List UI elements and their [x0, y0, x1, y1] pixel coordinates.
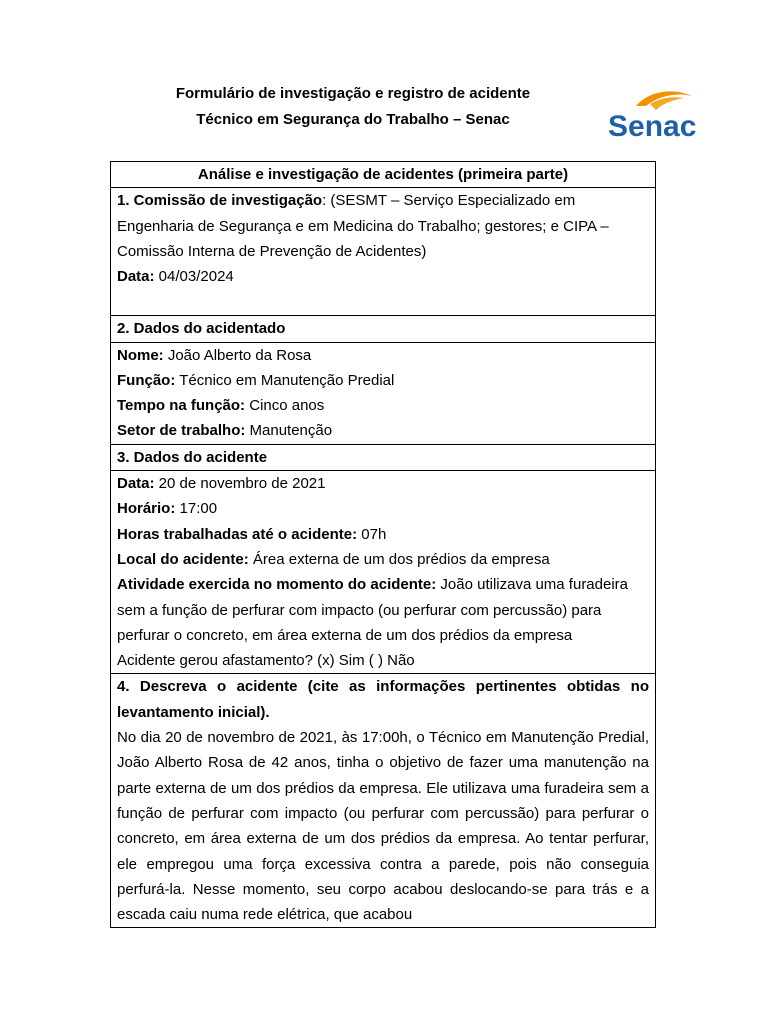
committee-text-3: Comissão Interna de Prevenção de Acidentes) — [117, 242, 427, 260]
field-value: Manutenção — [245, 422, 333, 440]
field-value: Cinco anos — [245, 397, 325, 415]
document-subtitle: Técnico em Segurança do Trabalho – Senac — [196, 111, 510, 128]
field-label: Horas trabalhadas até o acidente: — [117, 525, 358, 543]
section-accident-title — [111, 444, 656, 470]
document-title: Formulário de investigação e registro de acidente — [175, 85, 531, 102]
activity-text-3: perfurar o concreto, em área externa de um dos prédios da empresa — [117, 626, 573, 644]
leave-question: Acidente gerou afastamento? (x) Sim ( ) Não — [117, 652, 415, 670]
senac-logo-wordmark: Senac — [608, 110, 697, 142]
section-victim-data — [111, 342, 656, 444]
date-value: 04/03/2024 — [154, 268, 234, 286]
form-heading: Análise e investigação de acidentes (primeira parte) — [111, 162, 656, 188]
field-label: Data: — [117, 475, 155, 493]
section-victim-title — [111, 316, 656, 342]
field-value: 07h — [357, 525, 387, 543]
field-label: Tempo na função: — [117, 397, 246, 415]
field-label: Horário: — [117, 500, 176, 518]
section-investigation-committee — [111, 188, 656, 316]
section-accident-description — [111, 674, 656, 928]
accident-form-table — [110, 161, 656, 928]
description-title: 4. Descreva o acidente (cite as informações pertinentes obtidas no levantamento inicial). — [117, 678, 649, 721]
field-value: 20 de novembro de 2021 — [154, 475, 326, 493]
field-value: 17:00 — [175, 500, 218, 518]
activity-text-2: sem a função de perfurar com impacto (ou perfurar com percussão) para — [117, 601, 602, 619]
field-value: Área externa de um dos prédios da empresa — [248, 550, 550, 568]
field-label: Local do acidente: — [117, 550, 249, 568]
activity-label: Atividade exercida no momento do acidente: — [117, 576, 437, 594]
field-value: Técnico em Manutenção Predial — [175, 371, 395, 389]
section-title: 3. Dados do acidente — [117, 448, 268, 466]
section-accident-data — [111, 471, 656, 674]
date-label: Data: — [117, 268, 155, 286]
field-label: Nome: — [117, 346, 164, 364]
field-value: João Alberto da Rosa — [163, 346, 312, 364]
committee-label: 1. Comissão de investigação — [117, 192, 323, 210]
activity-text-1: João utilizava uma furadeira — [436, 576, 629, 594]
committee-text-2: Engenharia de Segurança e em Medicina do Trabalho; gestores; e CIPA – — [117, 217, 609, 235]
senac-logo — [606, 84, 702, 142]
section-title: 2. Dados do acidentado — [117, 320, 286, 338]
committee-text-1: : (SESMT – Serviço Especializado em — [322, 192, 576, 210]
field-label: Setor de trabalho: — [117, 422, 246, 440]
field-label: Função: — [117, 371, 176, 389]
description-text: No dia 20 de novembro de 2021, às 17:00h, o Técnico em Manutenção Predial, João Alberto Rosa de 42 anos, tinha o objetivo de fazer uma manutenção na parte externa de um dos prédios da empresa. Ele utilizava uma furadeira sem a função de perfurar com impacto (ou perfurar com percussão) para perfurar o concreto, em área externa de um dos prédios da empresa. Ao tentar perfurar, ele empregou uma força excessiva contra a parede, pois não conseguia perfurá-la. Nesse momento, seu corpo acabou deslocando-se para trás e a escada caiu numa rede elétrica, que acabou — [117, 729, 649, 924]
